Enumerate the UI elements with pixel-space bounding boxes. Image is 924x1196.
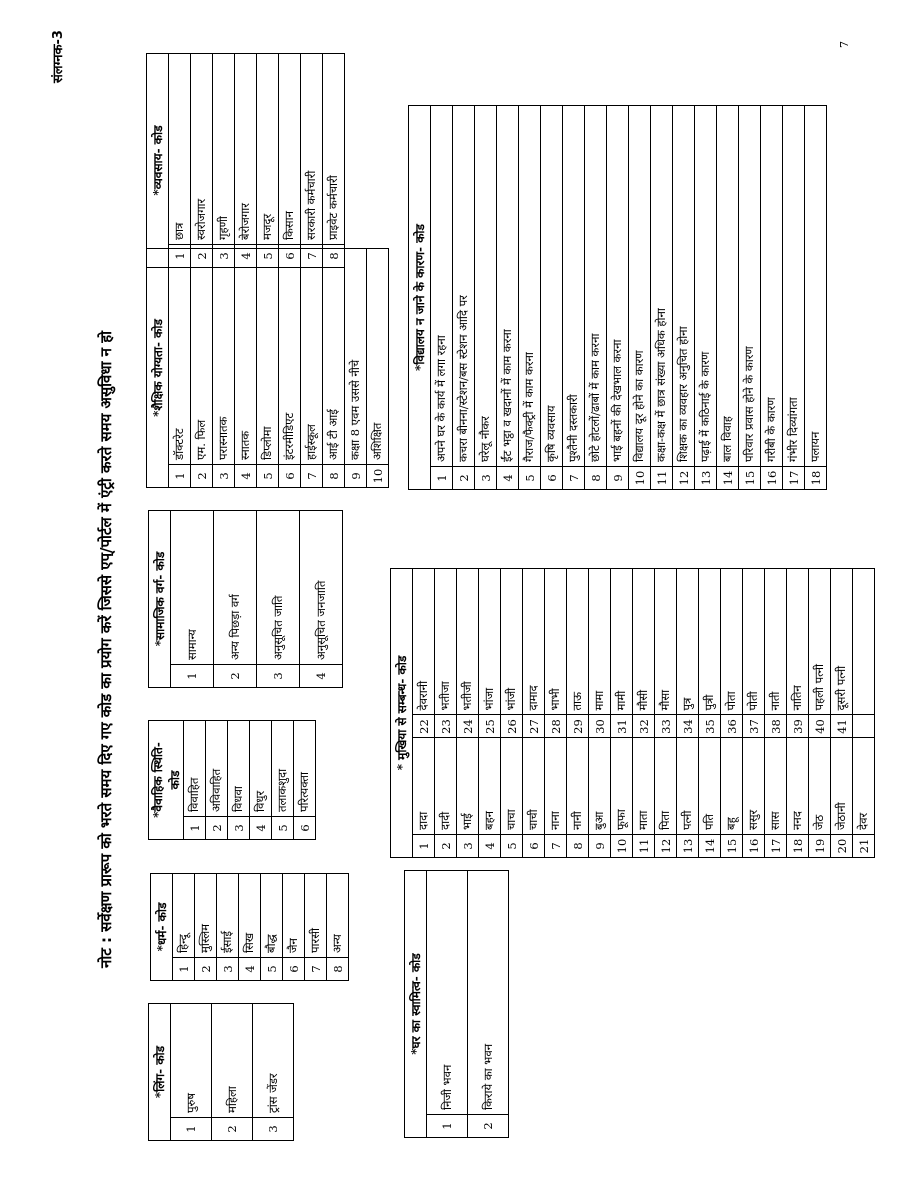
table-row: 4 सिख xyxy=(239,874,261,981)
table-row: 6 परित्यक्ता xyxy=(294,721,316,840)
table-row: 6 चाची 27 दामाद xyxy=(523,569,545,858)
table-row: 8 अन्य xyxy=(327,874,349,981)
table-row: 7 सरकारी कर्मचारी xyxy=(301,54,323,268)
table-row: 6 इंटरमीडिएट xyxy=(279,249,301,488)
table-row: 5 गैराज/फैक्ट्री में काम करना xyxy=(519,106,541,490)
table-row: 5 बौद्ध xyxy=(261,874,283,981)
gender-code-table xyxy=(148,1003,294,1141)
table-row: 16 ससुर 37 पोती xyxy=(743,569,765,858)
table-row: 4 बेरोजगार xyxy=(235,54,257,268)
social-class-code-table xyxy=(148,510,343,688)
table-title: * मुखिया से सम्बन्ध- कोड xyxy=(391,569,413,858)
table-row: 7 हाईस्कूल xyxy=(301,249,323,488)
page-number: 7 xyxy=(838,41,851,48)
table-row: 6 जैन xyxy=(283,874,305,981)
table-row: 8 नानी 29 ताऊ xyxy=(567,569,589,858)
table-row: 3 ईसाई xyxy=(217,874,239,981)
table-row: 14 बाल विवाह xyxy=(717,106,739,490)
table-row: 2 महिला xyxy=(212,1004,253,1141)
table-row: 2 अन्य पिछड़ा वर्ग xyxy=(214,511,257,688)
table-row: 15 परिवार प्रवास होने के कारण xyxy=(739,106,761,490)
table-row: 1 हिन्दू xyxy=(173,874,195,981)
house-ownership-code-table xyxy=(404,870,509,1138)
table-title: *शैक्षिक योग्यता- कोड xyxy=(147,249,169,488)
table-row: 10 अशिक्षित xyxy=(367,249,389,488)
table-row: 1 पुरुष xyxy=(171,1004,212,1141)
table-row: 3 अनुसूचित जाति xyxy=(257,511,300,688)
table-title: *लिंग- कोड xyxy=(149,1004,171,1141)
table-row: 2 किराये का भवन xyxy=(468,871,509,1138)
table-row: 4 बहन 25 भांजा xyxy=(479,569,501,858)
table-row: 17 सास 38 नाती xyxy=(765,569,787,858)
table-row: 2 स्वरोजगार xyxy=(191,54,213,268)
table-title: *घर का स्वामित्व- कोड xyxy=(405,871,427,1138)
table-row: 2 कचरा बीनना/स्टेशन/बस स्टेशन आदि पर xyxy=(453,106,475,490)
table-row: 2 अविवाहित xyxy=(206,721,228,840)
table-row: 4 विधुर xyxy=(250,721,272,840)
marital-status-code-table xyxy=(148,720,316,840)
table-row: 1 डॉक्टरेट xyxy=(169,249,191,488)
table-row: 7 पुश्तैनी दस्तकारी xyxy=(563,106,585,490)
table-row: 5 तलाकशुदा xyxy=(272,721,294,840)
table-title: *विद्यालय न जाने के कारण- कोड xyxy=(409,106,431,490)
table-row: 19 जेठ 40 पहली पत्नी xyxy=(809,569,831,858)
table-row: 8 छोटे होटलों/ढाबों में काम करना xyxy=(585,106,607,490)
table-title: *व्यवसाय- कोड xyxy=(147,54,169,268)
table-row: 12 शिक्षक का व्यवहार अनुचित होना xyxy=(673,106,695,490)
table-row: 1 निजी भवन xyxy=(427,871,468,1138)
table-row: 2 एम. फिल xyxy=(191,249,213,488)
table-row: 18 पलायन xyxy=(805,106,827,490)
table-row: 4 अनुसूचित जनजाति xyxy=(300,511,343,688)
table-row: 1 छात्र xyxy=(169,54,191,268)
table-row: 16 गरीबी के कारण xyxy=(761,106,783,490)
table-row: 11 माता 32 मौसी xyxy=(633,569,655,858)
table-row: 3 परास्नातक xyxy=(213,249,235,488)
table-row: 3 विधवा xyxy=(228,721,250,840)
table-row: 7 नाना 28 भाभी xyxy=(545,569,567,858)
table-row: 3 घरेलू नौकर xyxy=(475,106,497,490)
table-row: 14 पति 35 पुत्री xyxy=(699,569,721,858)
table-title: *वैवाहिक स्थिति- कोड xyxy=(149,721,184,840)
table-row: 15 बहू 36 पोता xyxy=(721,569,743,858)
education-code-table xyxy=(146,248,389,488)
table-row: 20 जेठानी 41 दूसरी पत्नी xyxy=(831,569,853,858)
table-row: 1 सामान्य xyxy=(171,511,214,688)
table-row: 1 अपने घर के कार्य में लगा रहना xyxy=(431,106,453,490)
table-row: 8 आई टी आई xyxy=(323,249,345,488)
table-row: 3 भाई 24 भतीजी xyxy=(457,569,479,858)
table-row: 21 देवर xyxy=(853,569,875,858)
table-row: 2 दादी 23 भतीजा xyxy=(435,569,457,858)
table-row: 9 कक्षा 8 एवम उससे नीचे xyxy=(345,249,367,488)
table-row: 9 बुआ 30 मामा xyxy=(589,569,611,858)
table-row: 11 कक्षा-कक्ष में छात्र संख्या अधिक होना xyxy=(651,106,673,490)
table-row: 10 फूफा 31 मामी xyxy=(611,569,633,858)
table-row: 2 मुस्लिम xyxy=(195,874,217,981)
table-row: 6 किसान xyxy=(279,54,301,268)
table-row: 10 विद्यालय दूर होने का कारण xyxy=(629,106,651,490)
table-row: 3 ट्रांस जेंडर xyxy=(253,1004,294,1141)
occupation-code-table xyxy=(146,53,345,268)
table-row: 1 दादा 22 देवरानी xyxy=(413,569,435,858)
table-row: 4 स्नातक xyxy=(235,249,257,488)
school-absence-reason-code-table xyxy=(408,105,827,490)
table-row: 1 विवाहित xyxy=(184,721,206,840)
table-row: 12 पिता 33 मौसा xyxy=(655,569,677,858)
table-row: 8 प्राइवेट कर्मचारी xyxy=(323,54,345,268)
table-row: 7 पारसी xyxy=(305,874,327,981)
table-title: *सामाजिक वर्ग- कोड xyxy=(149,511,171,688)
table-row: 5 डिप्लोमा xyxy=(257,249,279,488)
table-title: *धर्म- कोड xyxy=(151,874,173,981)
annexure-label: संलग्नक-3 xyxy=(51,30,66,83)
table-row: 13 पत्नी 34 पुत्र xyxy=(677,569,699,858)
note-heading: नोट : सर्वेक्षण प्रारूप को भरते समय दिए गए कोड का प्रयोग करें जिससे एप्/पोर्टल में एंट्री करते समय असुविधा न हो xyxy=(97,330,115,968)
table-row: 5 मजदूर xyxy=(257,54,279,268)
table-row: 18 ननद 39 नातिन xyxy=(787,569,809,858)
table-row: 4 ईंट भट्ठा व खदानों में काम करना xyxy=(497,106,519,490)
table-row: 9 भाई बहनों की देखभाल करना xyxy=(607,106,629,490)
table-row: 5 चाचा 26 भांजी xyxy=(501,569,523,858)
relation-code-table xyxy=(390,568,875,858)
table-row: 6 कृषि व्यवसाय xyxy=(541,106,563,490)
table-row: 3 गृहणी xyxy=(213,54,235,268)
table-row: 17 गंभीर दिव्यांगता xyxy=(783,106,805,490)
table-row: 13 पढ़ाई में कठिनाई के कारण xyxy=(695,106,717,490)
religion-code-table xyxy=(150,873,349,981)
